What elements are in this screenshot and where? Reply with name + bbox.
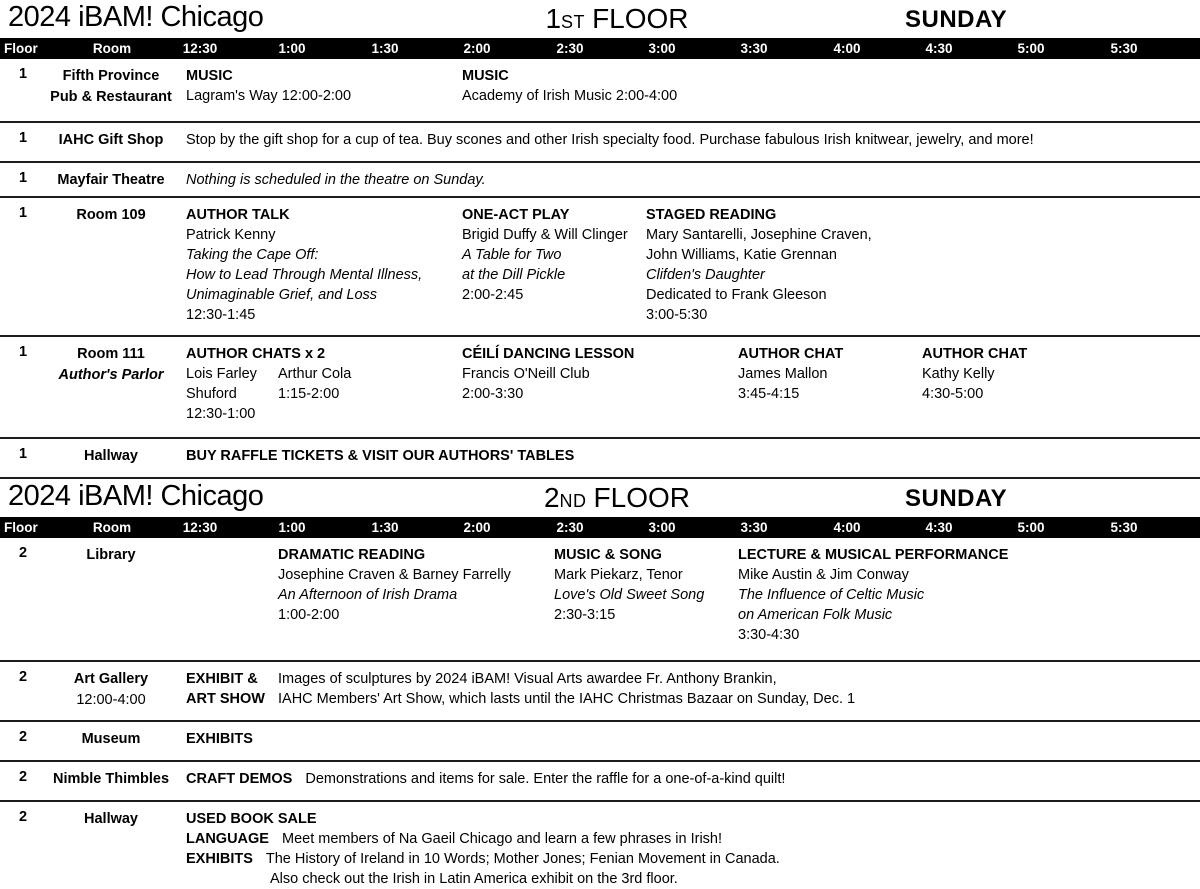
col-header-time: 1:30 [371,41,399,56]
floor-cell: 2 [18,809,28,825]
event-line: Kathy Kelly [922,366,995,382]
event-line: Unimaginable Grief, and Loss [186,287,378,303]
col-header-time: 4:00 [833,41,861,56]
event-block [462,205,628,305]
event-line: James Mallon [738,366,828,382]
col-header-time: 12:30 [182,41,218,56]
event-line: DRAMATIC READING [278,547,426,563]
event-line: MUSIC [462,68,509,84]
section-2-title-bar [0,479,1200,517]
floor-ordinal: ST [561,12,586,32]
day-label: SUNDAY [905,485,1008,512]
event-line: USED BOOK SALE [186,811,317,827]
event-block [186,446,574,466]
event-line: 3:45-4:15 [738,386,800,402]
col-header-floor: Floor [4,520,38,535]
event-block [738,344,843,404]
event-block [186,809,780,889]
event-line: MUSIC [186,68,233,84]
floor-word: FLOOR [592,3,689,34]
schedule-row-art-gallery [0,662,1200,722]
room-name: Hallway [84,448,138,464]
floor-cell: 1 [18,205,28,221]
room-cell [34,344,188,386]
event-line: 2:00-2:45 [462,287,524,303]
col-header-time: 2:00 [463,520,491,535]
event-label: EXHIBITS [186,851,253,867]
event-line: 2:00-3:30 [462,386,524,402]
col-header-time: 1:00 [278,520,306,535]
event-text: Meet members of Na Gaeil Chicago and learn a few phrases in Irish! [281,831,723,847]
event-block [462,344,634,404]
event-block [462,66,677,106]
event-line: AUTHOR CHAT [738,346,844,362]
event-line [186,769,785,789]
floor-cell: 2 [18,545,28,561]
room-cell [34,446,188,467]
event-line: MUSIC & SONG [554,547,662,563]
room-subtitle: Author's Parlor [58,367,164,383]
event-line: Josephine Craven & Barney Farrelly [278,567,511,583]
room-name: Fifth Province [62,68,160,84]
event-line: Mark Piekarz, Tenor [554,567,683,583]
schedule-row-nimble-thimbles [0,762,1200,802]
schedule-row-room-111 [0,337,1200,439]
event-line: Dedicated to Frank Gleeson [646,287,827,303]
room-hours: 12:00-4:00 [76,692,146,708]
col-header-time: 5:00 [1017,520,1045,535]
floor-label [544,482,690,514]
room-name: Library [86,547,136,563]
section-1-title-bar [0,0,1200,38]
room-cell [34,545,188,566]
col-header-time: 3:00 [648,41,676,56]
event-line: Also check out the Irish in Latin America exhibit on the 3rd floor. [270,871,678,887]
event-text: Demonstrations and items for sale. Enter the raffle for a one-of-a-kind quilt! [305,771,786,787]
col-header-time: 1:00 [278,41,306,56]
page-title: 2024 iBAM! Chicago [8,1,264,33]
event-text: The History of Ireland in 10 Words; Mother Jones; Fenian Movement in Canada. [265,851,780,867]
event-line: ART SHOW [186,691,265,707]
room-name: Pub & Restaurant [50,89,172,105]
floor-cell: 2 [18,729,28,745]
event-line: LECTURE & MUSICAL PERFORMANCE [738,547,1009,563]
event-line: Stop by the gift shop for a cup of tea. Buy scones and other Irish specialty food. Purchase fabulous Irish knitwear, jewelry, and more! [186,132,1034,148]
event-line: 2:30-3:15 [554,607,616,623]
event-block [922,344,1027,404]
event-line: Mike Austin & Jim Conway [738,567,909,583]
event-line: 3:00-5:30 [646,307,708,323]
event-block [186,170,486,190]
event-line: at the Dill Pickle [462,267,566,283]
col-header-time: 1:30 [371,520,399,535]
event-line: 3:30-4:30 [738,627,800,643]
room-name: Art Gallery [73,671,149,687]
event-line: Shuford [186,386,237,402]
event-line: 1:00-2:00 [278,607,340,623]
col-header-time: 5:30 [1110,41,1138,56]
event-block [186,130,1034,150]
floor-number: 1 [545,3,562,34]
event-block [278,545,511,625]
event-line: Francis O'Neill Club [462,366,590,382]
event-line: Lois Farley [186,366,257,382]
event-line [186,849,780,869]
event-block [186,669,265,709]
col-header-time: 5:00 [1017,41,1045,56]
event-line: Academy of Irish Music 2:00-4:00 [462,88,678,104]
event-line: Brigid Duffy & Will Clinger [462,227,628,243]
event-line: An Afternoon of Irish Drama [278,587,458,603]
room-name: Room 111 [77,346,145,362]
floor-ordinal: ND [559,491,587,511]
col-header-time: 2:00 [463,41,491,56]
event-line: John Williams, Katie Grennan [646,247,837,263]
col-header-time: 2:30 [556,41,584,56]
event-line: AUTHOR TALK [186,207,290,223]
event-block [186,769,785,789]
event-line: Mary Santarelli, Josephine Craven, [646,227,872,243]
event-label: LANGUAGE [186,831,269,847]
time-header-row [0,517,1200,538]
event-line: 1:15-2:00 [278,386,340,402]
floor-cell: 2 [18,669,28,685]
floor-word: FLOOR [593,482,691,513]
room-cell [34,669,188,711]
event-line: BUY RAFFLE TICKETS & VISIT OUR AUTHORS' TABLES [186,448,575,464]
floor-cell: 1 [18,344,28,360]
floor-number: 2 [543,482,560,513]
room-cell [34,66,188,108]
event-block [186,66,351,106]
room-cell [34,809,188,830]
event-line: Love's Old Sweet Song [554,587,705,603]
col-header-room: Room [92,41,132,56]
floor-cell: 1 [18,66,28,82]
event-line: Arthur Cola [278,366,352,382]
event-line: IAHC Members' Art Show, which lasts until the IAHC Christmas Bazaar on Sunday, Dec. 1 [278,691,856,707]
event-block [554,545,704,625]
schedule-row-museum [0,722,1200,762]
room-name: Nimble Thimbles [52,771,170,787]
event-block [278,669,855,709]
room-cell [34,130,188,151]
schedule-row-fifth-province [0,59,1200,123]
event-block [278,364,351,404]
room-name: Room 109 [76,207,146,223]
event-line: Patrick Kenny [186,227,276,243]
event-line: on American Folk Music [738,607,893,623]
room-cell [34,769,188,790]
room-name: Mayfair Theatre [57,172,165,188]
event-line: CÉILÍ DANCING LESSON [462,346,635,362]
event-line: The Influence of Celtic Music [738,587,925,603]
col-header-time: 3:00 [648,520,676,535]
event-block [738,545,1008,645]
col-header-time: 4:30 [925,520,953,535]
event-line: AUTHOR CHATS x 2 [186,346,326,362]
page-title: 2024 iBAM! Chicago [8,480,264,512]
event-block [646,205,872,325]
room-cell [34,205,188,226]
schedule-row-mayfair-theatre [0,163,1200,198]
event-line: Taking the Cape Off: [186,247,319,263]
floor-label [545,3,688,35]
event-line: 12:30-1:00 [186,406,256,422]
event-line: A Table for Two [462,247,562,263]
col-header-time: 4:00 [833,520,861,535]
event-line: Images of sculptures by 2024 iBAM! Visual Arts awardee Fr. Anthony Brankin, [278,671,777,687]
floor-cell: 1 [18,130,28,146]
event-label: CRAFT DEMOS [186,771,293,787]
room-cell [34,729,188,750]
floor-cell: 1 [18,446,28,462]
event-line: 4:30-5:00 [922,386,984,402]
floor-cell: 1 [18,170,28,186]
event-block [186,205,422,325]
schedule-row-hallway-1 [0,439,1200,479]
event-block [186,729,253,749]
col-header-time: 4:30 [925,41,953,56]
day-label: SUNDAY [905,6,1008,33]
event-line [186,829,780,849]
col-header-time: 5:30 [1110,520,1138,535]
col-header-time: 3:30 [740,41,768,56]
schedule-row-hallway-2 [0,802,1200,888]
room-cell [34,170,188,191]
schedule-row-library [0,538,1200,662]
event-line: ONE-ACT PLAY [462,207,570,223]
room-name: IAHC Gift Shop [58,132,164,148]
col-header-floor: Floor [4,41,38,56]
event-line: 12:30-1:45 [186,307,256,323]
time-header-row [0,38,1200,59]
event-line: STAGED READING [646,207,777,223]
floor-cell: 2 [18,769,28,785]
col-header-time: 2:30 [556,520,584,535]
col-header-room: Room [92,520,132,535]
schedule-row-gift-shop [0,123,1200,163]
event-line: AUTHOR CHAT [922,346,1028,362]
event-line: EXHIBITS [186,731,253,747]
event-line: EXHIBIT & [186,671,258,687]
event-line: How to Lead Through Mental Illness, [186,267,423,283]
event-line: Nothing is scheduled in the theatre on Sunday. [186,172,486,188]
event-line: Clifden's Daughter [646,267,765,283]
room-name: Hallway [84,811,138,827]
event-line: Lagram's Way 12:00-2:00 [186,88,352,104]
schedule-row-room-109 [0,198,1200,337]
room-name: Museum [81,731,141,747]
col-header-time: 3:30 [740,520,768,535]
col-header-time: 12:30 [182,520,218,535]
